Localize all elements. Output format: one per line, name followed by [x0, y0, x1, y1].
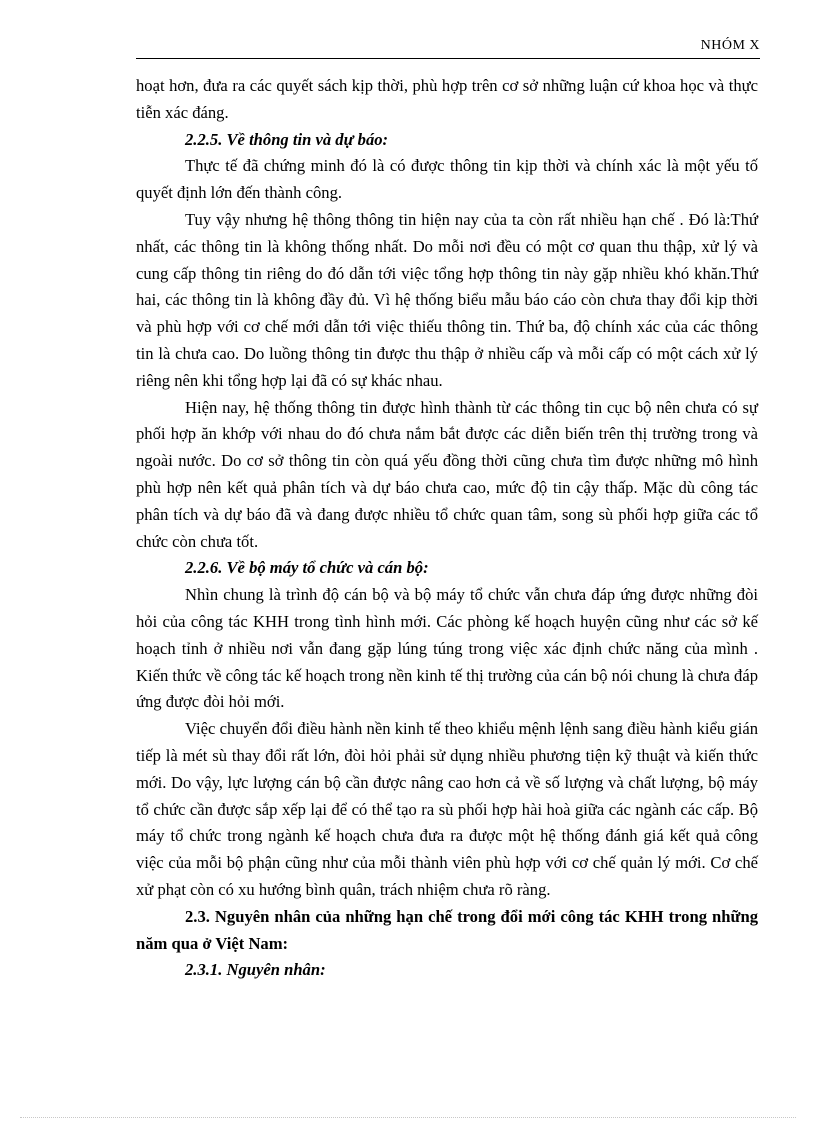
paragraph-information-system: Hiện nay, hệ thống thông tin được hình thành từ các thông tin cục bộ nên chưa có sự phối hợp ăn khớp với nhau do đó chưa nắm bắt được các diễn biến trên thị trường trong và ngoài nước. Do cơ sở thông tin còn quá yếu đồng thời cũng chưa tìm được những mô hình phù hợp nên kết quả phân tích và dự báo chưa cao, mức độ tin cậy thấp. Mặc dù công tác phân tích và dự báo đã và đang được nhiều tổ chức quan tâm, song sù phối hợp giữa các tổ chức còn chưa tốt.: [136, 397, 758, 551]
paragraph-continuation: hoạt hơn, đưa ra các quyết sách kịp thời, phù hợp trên cơ sở những luận cứ khoa học và thực tiễn xác đáng.: [136, 76, 758, 122]
header-rule: [136, 58, 760, 59]
header-group-label: NHÓM X: [700, 38, 760, 53]
paragraph-transition: Việc chuyển đổi điều hành nền kinh tế theo khiểu mệnh lệnh sang điều hành kiểu gián tiếp là mét sù thay đổi rất lớn, đòi hỏi phải sử dụng nhiều phương tiện kỹ thuật và kiến thức mới. Do vậy, lực lượng cán bộ cần được nâng cao hơn cả về số lượng và chất lượng, bộ máy tổ chức cần được sắp xếp lại để có thể tạo ra sù phối hợp hài hoà giữa các ngành các cấp. Bộ máy tổ chức trong ngành kế hoạch chưa đưa ra được một hệ thống đánh giá kết quả công việc của mỗi bộ phận cũng như của mỗi thành viên phù hợp với cơ chế quản lý mới. Cơ chế xử phạt còn có xu hướng bình quân, trách nhiệm chưa rõ ràng.: [136, 719, 758, 899]
heading-2-2-5: 2.2.5. Về thông tin và dự báo:: [185, 129, 389, 149]
paragraph-staff-level: Nhìn chung là trình độ cán bộ và bộ máy tổ chức vẫn chưa đáp ứng được những đòi hỏi của công tác KHH trong tình hình mới. Các phòng kế hoạch huyện cũng như các sở kế hoạch tỉnh ở nhiều nơi vẫn đang gặp lúng túng trong việc xác định chức năng của mình . Kiến thức về công tác kế hoạch trong nền kinh tế thị trường của cán bộ nói chung là chưa đáp ứng được đòi hỏi mới.: [136, 585, 758, 712]
page-header: [136, 38, 760, 58]
paragraph-information-limitations: Tuy vậy nhưng hệ thông thông tin hiện nay của ta còn rất nhiều hạn chế . Đó là:Thứ nhất, các thông tin là không thống nhất. Do mỗi nơi đều có một cơ quan thu thập, xử lý và cung cấp thông tin riêng do đó dẫn tới việc tổng hợp thông tin này gặp nhiều khó khăn.Thứ hai, các thông tin là không đầy đủ. Vì hệ thống biểu mẫu báo cáo còn chưa thay đổi kịp thời và phù hợp với cơ chế mới dẫn tới việc thiếu thông tin. Thứ ba, độ chính xác của các thông tin là chưa cao. Do luồng thông tin được thu thập ở nhiều cấp và mỗi cấp có một cách xử lý riêng nên khi tổng hợp lại đã có sự khác nhau.: [136, 209, 758, 390]
heading-2-2-6: 2.2.6. Về bộ máy tổ chức và cán bộ:: [185, 558, 429, 578]
heading-2-3-1: 2.3.1. Nguyên nhân:: [185, 960, 326, 980]
paragraph-information-importance: Thực tế đã chứng minh đó là có được thông tin kịp thời và chính xác là một yếu tố quyết định lớn đến thành công.: [136, 156, 758, 203]
page-bottom-border: [20, 1117, 796, 1118]
heading-2-3: 2.3. Nguyên nhân của những hạn chế trong đổi mới công tác KHH trong những năm qua ở Việt Nam:: [136, 906, 758, 953]
document-body: [136, 73, 758, 984]
